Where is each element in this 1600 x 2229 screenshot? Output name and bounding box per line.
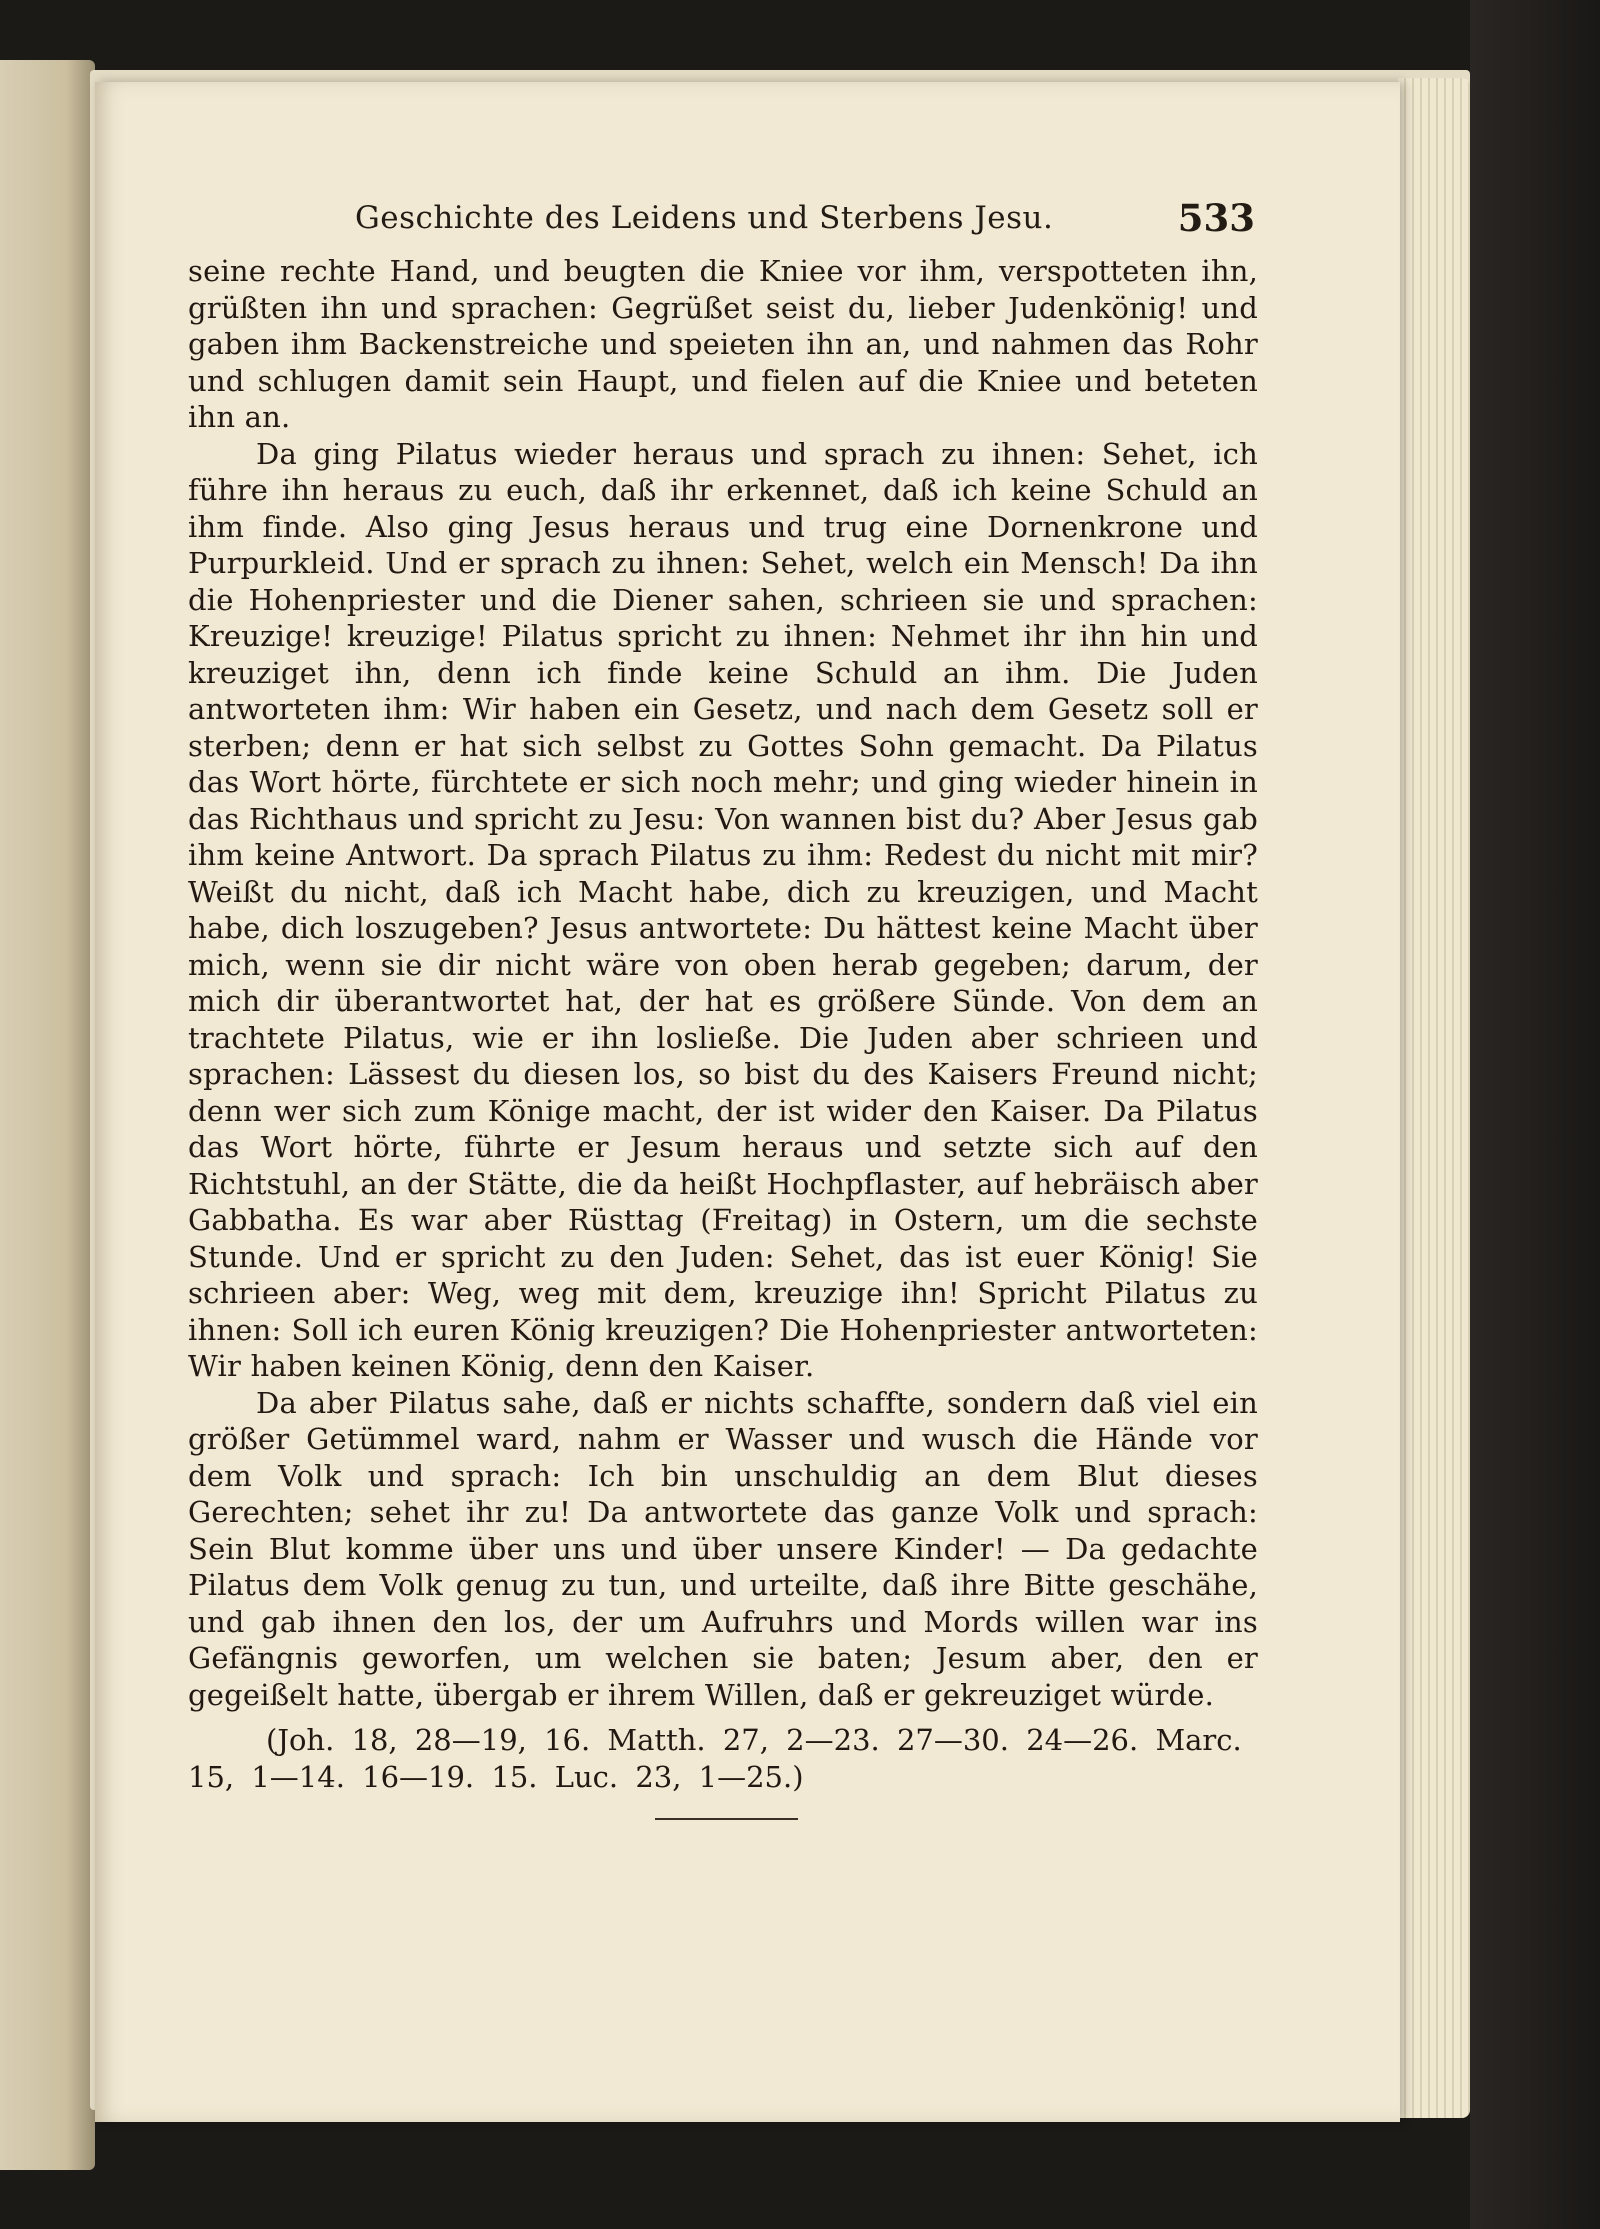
section-divider (655, 1818, 798, 1820)
left-page-edge (0, 60, 95, 2170)
body-text (188, 253, 1258, 1713)
book-cover-right (1470, 0, 1600, 2229)
paragraph: seine rechte Hand, und beugten die Kniee vor ihm, verspotteten ihn, grüßten ihn und sprachen: Gegrüßet seist du, lieber Judenkönig! und gaben ihm Backenstreiche und speieten ihn an, und nahmen das Rohr und schlugen damit sein Haupt, und fielen auf die Kniee und beteten ihn an. (188, 254, 1258, 434)
page-number: 533 (1177, 196, 1255, 240)
paragraph: Da aber Pilatus sahe, daß er nichts schaffte, sondern daß viel ein größer Getümmel ward, nahm er Wasser und wusch die Hände vor dem Volk und sprach: Ich bin unschuldig an dem Blut dieses Gerechten; sehet ihr zu! Da antwortete das ganze Volk und sprach: Sein Blut komme über uns und über unsere Kinder! — Da gedachte Pilatus dem Volk genug zu tun, und urteilte, daß ihre Bitte geschähe, und gab ihnen den los, der um Aufruhrs und Mords willen war ins Gefängnis geworfen, um welchen sie baten; Jesum aber, den er gegeißelt hatte, übergab er ihrem Willen, daß er gekreuziget würde. (188, 1385, 1258, 1712)
page-header (355, 196, 1255, 248)
scripture-citation: (Joh. 18, 28—19, 16. Matth. 27, 2—23. 27—30. 24—26. Marc. 15, 1—14. 16—19. 15. Luc. 23, 1—25.) (188, 1723, 1242, 1794)
paragraph: Da ging Pilatus wieder heraus und sprach zu ihnen: Sehet, ich führe ihn heraus zu euch, daß ihr erkennet, daß ich keine Schuld an ihm finde. Also ging Jesus heraus und trug eine Dornenkrone und Purpurkleid. Und er sprach zu ihnen: Sehet, welch ein Mensch! Da ihn die Hohenpriester und die Diener sahen, schrieen sie und sprachen: Kreuzige! kreuzige! Pilatus spricht zu ihnen: Nehmet ihr ihn hin und kreuziget ihn, denn ich finde keine Schuld an ihm. Die Juden antworteten ihm: Wir haben ein Gesetz, und nach dem Gesetz soll er sterben; denn er hat sich selbst zu Gottes Sohn gemacht. Da Pilatus das Wort hörte, fürchtete er sich noch mehr; und ging wieder hinein in das Richthaus und spricht zu Jesu: Von wannen bist du? Aber Jesus gab ihm keine Antwort. Da sprach Pilatus zu ihm: Redest du nicht mit mir? Weißt du nicht, daß ich Macht habe, dich zu kreuzigen, und Macht habe, dich loszugeben? Jesus antwortete: Du hättest keine Macht über mich, wenn sie dir nicht wäre von oben herab gegeben; darum, der mich dir überantwortet hat, der hat es größere Sünde. Von dem an trachtete Pilatus, wie er ihn losließe. Die Juden aber schrieen und sprachen: Lässest du diesen los, so bist du des Kaisers Freund nicht; denn wer sich zum Könige macht, der ist wider den Kaiser. Da Pilatus das Wort hörte, führte er Jesum heraus und setzte sich auf den Richtstuhl, an der Stätte, die da heißt Hochpflaster, auf hebräisch aber Gabbatha. Es war aber Rüsttag (Freitag) in Ostern, um die sechste Stunde. Und er spricht zu den Juden: Sehet, das ist euer König! Sie schrieen aber: Weg, weg mit dem, kreuzige ihn! Spricht Pilatus zu ihnen: Soll ich euren König kreuzigen? Die Hohenpriester antworteten: Wir haben keinen König, denn den Kaiser. (188, 436, 1258, 1383)
running-title: Geschichte des Leidens und Sterbens Jesu. (355, 200, 1054, 236)
page-edges (1398, 78, 1470, 2118)
